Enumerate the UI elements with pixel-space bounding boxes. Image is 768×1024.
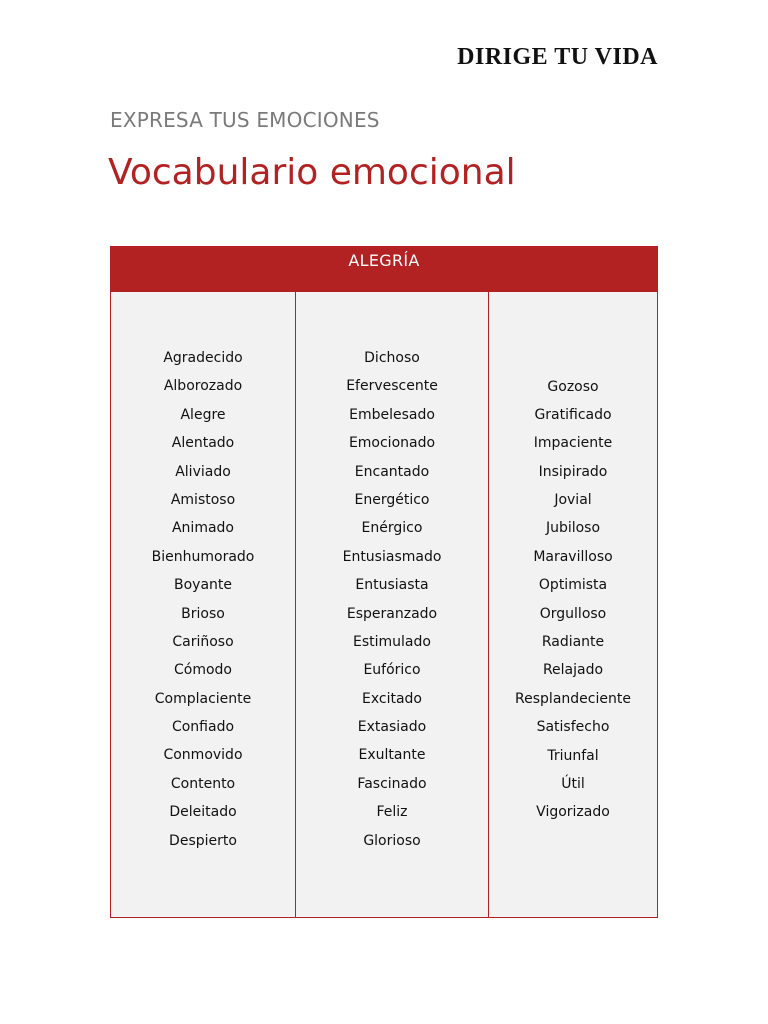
page-title: Vocabulario emocional: [108, 152, 516, 193]
emotion-word: Agradecido: [163, 350, 243, 366]
emotion-word: Optimista: [538, 577, 608, 594]
emotion-word: Alegre: [180, 406, 226, 423]
emotion-word: Vigorizado: [536, 804, 610, 821]
emotion-word: Glorioso: [363, 832, 421, 849]
emotion-word: Emocionado: [348, 435, 436, 452]
emotion-word: Maravilloso: [533, 548, 613, 565]
brand-title: DIRIGE TU VIDA: [457, 44, 658, 70]
emotion-word: Dichoso: [364, 350, 420, 366]
word-column-2: [296, 292, 489, 917]
emotion-word: Cariñoso: [172, 633, 234, 650]
emotion-word: Deleitado: [169, 804, 237, 821]
emotion-word: Jubiloso: [545, 520, 601, 537]
emotion-word: Excitado: [362, 690, 422, 707]
emotion-word: Eufórico: [363, 662, 421, 679]
emotion-word: Radiante: [541, 634, 605, 651]
emotion-word: Satisfecho: [536, 719, 610, 736]
emotion-word: Despierto: [169, 832, 237, 849]
emotion-word: Útil: [561, 775, 585, 792]
emotion-word: Energético: [354, 491, 430, 508]
emotion-word: Bienhumorado: [151, 548, 255, 565]
emotion-word: Embelesado: [349, 406, 435, 423]
emotion-word: Amistoso: [170, 491, 236, 508]
emotion-word: Orgulloso: [539, 605, 607, 622]
emotion-word: Esperanzado: [346, 605, 438, 622]
emotion-word: Entusiasta: [355, 577, 429, 594]
table-columns: [111, 292, 657, 917]
emotion-word: Estimulado: [353, 633, 431, 650]
emotion-word: Animado: [171, 520, 234, 537]
emotion-word: Encantado: [354, 463, 430, 480]
emotion-word: Extasiado: [357, 719, 427, 736]
emotion-word: Complaciente: [154, 690, 252, 707]
emotion-word: Enérgico: [361, 520, 423, 537]
emotion-word: Brioso: [181, 605, 225, 622]
word-column-3: [489, 292, 657, 917]
section-label: EXPRESA TUS EMOCIONES: [110, 108, 380, 132]
emotion-word: Confiado: [171, 719, 235, 736]
word-column-1: [111, 292, 296, 917]
emotion-word: Boyante: [173, 577, 232, 594]
emotion-word: Efervescente: [346, 378, 438, 395]
emotion-word: Cómodo: [174, 662, 232, 679]
vocabulary-table: [110, 246, 658, 918]
emotion-word: Triunfal: [547, 747, 599, 764]
emotion-word: Impaciente: [533, 435, 613, 452]
emotion-word: Relajado: [542, 662, 604, 679]
emotion-word: Aliviado: [175, 463, 231, 480]
emotion-word: Jovial: [554, 492, 592, 509]
table-header: ALEGRÍA: [111, 247, 657, 292]
emotion-word: Gratificado: [534, 406, 612, 423]
emotion-word: Alentado: [171, 435, 235, 452]
emotion-word: Conmovido: [163, 747, 243, 764]
emotion-word: Insipirado: [538, 463, 608, 480]
emotion-word: Fascinado: [357, 775, 427, 792]
emotion-word: Feliz: [376, 804, 408, 821]
emotion-word: Exultante: [358, 747, 426, 764]
emotion-word: Gozoso: [547, 378, 599, 395]
emotion-word: Alborozado: [163, 378, 243, 395]
emotion-word: Entusiasmado: [342, 548, 442, 565]
emotion-word: Resplandeciente: [515, 690, 631, 707]
emotion-word: Contento: [170, 775, 236, 792]
